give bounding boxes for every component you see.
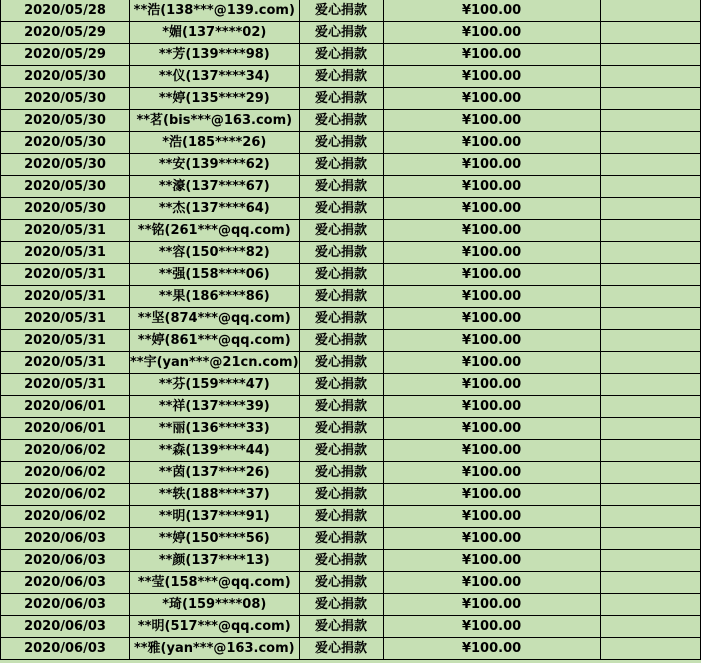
amount-cell[interactable]: ¥100.00 (383, 352, 600, 374)
purpose-cell[interactable]: 爱心捐款 (299, 44, 383, 66)
donor-cell[interactable]: **丽(136****33) (130, 418, 300, 440)
amount-cell[interactable]: ¥100.00 (383, 418, 600, 440)
amount-cell[interactable]: ¥100.00 (383, 462, 600, 484)
amount-cell[interactable]: ¥100.00 (383, 154, 600, 176)
amount-cell[interactable]: ¥100.00 (383, 286, 600, 308)
table-row (1, 484, 701, 506)
amount-cell[interactable]: ¥100.00 (383, 132, 600, 154)
purpose-cell[interactable]: 爱心捐款 (299, 638, 383, 660)
date-cell[interactable]: 2020/05/30 (1, 88, 130, 110)
purpose-cell[interactable]: 爱心捐款 (299, 132, 383, 154)
table-row (1, 594, 701, 616)
date-cell[interactable]: 2020/05/31 (1, 352, 130, 374)
donor-cell[interactable]: *媚(137****02) (130, 22, 300, 44)
purpose-cell[interactable]: 爱心捐款 (299, 66, 383, 88)
amount-cell[interactable]: ¥100.00 (383, 528, 600, 550)
purpose-cell[interactable]: 爱心捐款 (299, 506, 383, 528)
donor-cell[interactable]: **祥(137****39) (130, 396, 300, 418)
purpose-cell[interactable]: 爱心捐款 (299, 330, 383, 352)
date-cell[interactable]: 2020/05/31 (1, 264, 130, 286)
purpose-cell[interactable]: 爱心捐款 (299, 484, 383, 506)
empty-cell[interactable] (600, 308, 700, 330)
empty-cell[interactable] (600, 506, 700, 528)
table-row (1, 330, 701, 352)
purpose-cell[interactable]: 爱心捐款 (299, 176, 383, 198)
empty-cell[interactable] (600, 352, 700, 374)
table-row (1, 176, 701, 198)
donor-cell[interactable]: **明(137****91) (130, 506, 300, 528)
date-cell[interactable]: 2020/05/30 (1, 176, 130, 198)
amount-cell[interactable]: ¥100.00 (383, 0, 600, 22)
table-row (1, 66, 701, 88)
date-cell[interactable]: 2020/06/03 (1, 550, 130, 572)
amount-cell[interactable]: ¥100.00 (383, 264, 600, 286)
purpose-cell[interactable]: 爱心捐款 (299, 264, 383, 286)
donor-cell[interactable]: **明(517***@qq.com) (130, 616, 300, 638)
donor-cell[interactable]: **铭(261***@qq.com) (130, 220, 300, 242)
amount-cell[interactable]: ¥100.00 (383, 308, 600, 330)
date-cell[interactable]: 2020/06/03 (1, 572, 130, 594)
empty-cell[interactable] (600, 198, 700, 220)
table-row (1, 572, 701, 594)
donor-cell[interactable]: **轶(188****37) (130, 484, 300, 506)
empty-cell[interactable] (600, 220, 700, 242)
empty-cell[interactable] (600, 594, 700, 616)
purpose-cell[interactable]: 爱心捐款 (299, 440, 383, 462)
amount-cell[interactable]: ¥100.00 (383, 506, 600, 528)
donor-cell[interactable]: **芳(139****98) (130, 44, 300, 66)
table-row (1, 110, 701, 132)
date-cell[interactable]: 2020/06/02 (1, 484, 130, 506)
purpose-cell[interactable]: 爱心捐款 (299, 22, 383, 44)
table-row (1, 506, 701, 528)
empty-cell[interactable] (600, 22, 700, 44)
empty-cell[interactable] (600, 330, 700, 352)
date-cell[interactable]: 2020/05/30 (1, 154, 130, 176)
donor-cell[interactable]: **茵(137****26) (130, 462, 300, 484)
donor-cell[interactable]: **强(158****06) (130, 264, 300, 286)
date-cell[interactable]: 2020/06/02 (1, 506, 130, 528)
purpose-cell[interactable]: 爱心捐款 (299, 418, 383, 440)
table-row (1, 352, 701, 374)
donor-cell[interactable]: **雅(yan***@163.com) (130, 638, 300, 660)
amount-cell[interactable]: ¥100.00 (383, 176, 600, 198)
empty-cell[interactable] (600, 242, 700, 264)
donor-cell[interactable]: *琦(159****08) (130, 594, 300, 616)
donor-cell[interactable]: **芬(159****47) (130, 374, 300, 396)
amount-cell[interactable]: ¥100.00 (383, 616, 600, 638)
date-cell[interactable]: 2020/05/29 (1, 44, 130, 66)
donor-cell[interactable]: **仪(137****34) (130, 66, 300, 88)
donor-cell[interactable]: **果(186****86) (130, 286, 300, 308)
purpose-cell[interactable]: 爱心捐款 (299, 594, 383, 616)
date-cell[interactable]: 2020/05/28 (1, 0, 130, 22)
table-row (1, 396, 701, 418)
date-cell[interactable]: 2020/05/31 (1, 330, 130, 352)
donor-cell[interactable]: **森(139****44) (130, 440, 300, 462)
date-cell[interactable]: 2020/06/02 (1, 462, 130, 484)
date-cell[interactable]: 2020/06/03 (1, 616, 130, 638)
table-row (1, 374, 701, 396)
donor-cell[interactable]: **宇(yan***@21cn.com) (130, 352, 300, 374)
table-row (1, 616, 701, 638)
donor-cell[interactable]: **莹(158***@qq.com) (130, 572, 300, 594)
table-row (1, 462, 701, 484)
date-cell[interactable]: 2020/06/01 (1, 396, 130, 418)
donor-cell[interactable]: **杰(137****64) (130, 198, 300, 220)
donor-cell[interactable]: **颜(137****13) (130, 550, 300, 572)
empty-cell[interactable] (600, 550, 700, 572)
purpose-cell[interactable]: 爱心捐款 (299, 220, 383, 242)
purpose-cell[interactable]: 爱心捐款 (299, 528, 383, 550)
donor-cell[interactable]: **婷(135****29) (130, 88, 300, 110)
amount-cell[interactable]: ¥100.00 (383, 484, 600, 506)
date-cell[interactable]: 2020/05/31 (1, 220, 130, 242)
amount-cell[interactable]: ¥100.00 (383, 66, 600, 88)
date-cell[interactable]: 2020/06/02 (1, 440, 130, 462)
purpose-cell[interactable]: 爱心捐款 (299, 110, 383, 132)
donor-cell[interactable]: *浩(185****26) (130, 132, 300, 154)
amount-cell[interactable]: ¥100.00 (383, 110, 600, 132)
table-row (1, 132, 701, 154)
empty-cell[interactable] (600, 264, 700, 286)
empty-cell[interactable] (600, 484, 700, 506)
purpose-cell[interactable]: 爱心捐款 (299, 572, 383, 594)
amount-cell[interactable]: ¥100.00 (383, 572, 600, 594)
table-row (1, 286, 701, 308)
purpose-cell[interactable]: 爱心捐款 (299, 242, 383, 264)
purpose-cell[interactable]: 爱心捐款 (299, 462, 383, 484)
donor-cell[interactable]: **浩(138***@139.com) (130, 0, 300, 22)
donor-cell[interactable]: **坚(874***@qq.com) (130, 308, 300, 330)
table-body (1, 0, 701, 660)
purpose-cell[interactable]: 爱心捐款 (299, 88, 383, 110)
empty-cell[interactable] (600, 132, 700, 154)
amount-cell[interactable]: ¥100.00 (383, 242, 600, 264)
date-cell[interactable]: 2020/06/03 (1, 638, 130, 660)
donor-cell[interactable]: **婷(861***@qq.com) (130, 330, 300, 352)
purpose-cell[interactable]: 爱心捐款 (299, 374, 383, 396)
table-row (1, 264, 701, 286)
purpose-cell[interactable]: 爱心捐款 (299, 352, 383, 374)
amount-cell[interactable]: ¥100.00 (383, 220, 600, 242)
table-row (1, 44, 701, 66)
empty-cell[interactable] (600, 462, 700, 484)
table-row (1, 220, 701, 242)
table-row (1, 440, 701, 462)
table-row (1, 154, 701, 176)
empty-cell[interactable] (600, 176, 700, 198)
empty-cell[interactable] (600, 572, 700, 594)
date-cell[interactable]: 2020/05/30 (1, 110, 130, 132)
empty-cell[interactable] (600, 0, 700, 22)
empty-cell[interactable] (600, 616, 700, 638)
purpose-cell[interactable]: 爱心捐款 (299, 550, 383, 572)
amount-cell[interactable]: ¥100.00 (383, 330, 600, 352)
table-row (1, 308, 701, 330)
purpose-cell[interactable]: 爱心捐款 (299, 308, 383, 330)
table-row (1, 550, 701, 572)
table-row (1, 638, 701, 660)
purpose-cell[interactable]: 爱心捐款 (299, 198, 383, 220)
amount-cell[interactable]: ¥100.00 (383, 374, 600, 396)
table-row (1, 528, 701, 550)
donor-cell[interactable]: **茗(bis***@163.com) (130, 110, 300, 132)
date-cell[interactable]: 2020/06/01 (1, 418, 130, 440)
date-cell[interactable]: 2020/05/30 (1, 66, 130, 88)
donor-cell[interactable]: **安(139****62) (130, 154, 300, 176)
empty-cell[interactable] (600, 374, 700, 396)
amount-cell[interactable]: ¥100.00 (383, 198, 600, 220)
empty-cell[interactable] (600, 638, 700, 660)
date-cell[interactable]: 2020/05/30 (1, 198, 130, 220)
amount-cell[interactable]: ¥100.00 (383, 594, 600, 616)
amount-cell[interactable]: ¥100.00 (383, 88, 600, 110)
purpose-cell[interactable]: 爱心捐款 (299, 154, 383, 176)
date-cell[interactable]: 2020/05/29 (1, 22, 130, 44)
donor-cell[interactable]: **容(150****82) (130, 242, 300, 264)
table-row (1, 198, 701, 220)
amount-cell[interactable]: ¥100.00 (383, 44, 600, 66)
date-cell[interactable]: 2020/05/31 (1, 374, 130, 396)
amount-cell[interactable]: ¥100.00 (383, 550, 600, 572)
empty-cell[interactable] (600, 528, 700, 550)
empty-cell[interactable] (600, 440, 700, 462)
date-cell[interactable]: 2020/05/31 (1, 286, 130, 308)
purpose-cell[interactable]: 爱心捐款 (299, 286, 383, 308)
table-row (1, 0, 701, 22)
table-row (1, 418, 701, 440)
empty-cell[interactable] (600, 396, 700, 418)
purpose-cell[interactable]: 爱心捐款 (299, 0, 383, 22)
empty-cell[interactable] (600, 66, 700, 88)
purpose-cell[interactable]: 爱心捐款 (299, 396, 383, 418)
empty-cell[interactable] (600, 110, 700, 132)
empty-cell[interactable] (600, 44, 700, 66)
table-row (1, 242, 701, 264)
empty-cell[interactable] (600, 88, 700, 110)
empty-cell[interactable] (600, 286, 700, 308)
donor-cell[interactable]: **婷(150****56) (130, 528, 300, 550)
amount-cell[interactable]: ¥100.00 (383, 22, 600, 44)
amount-cell[interactable]: ¥100.00 (383, 440, 600, 462)
empty-cell[interactable] (600, 154, 700, 176)
date-cell[interactable]: 2020/05/30 (1, 132, 130, 154)
purpose-cell[interactable]: 爱心捐款 (299, 616, 383, 638)
date-cell[interactable]: 2020/05/31 (1, 242, 130, 264)
table-row (1, 22, 701, 44)
donor-cell[interactable]: **濠(137****67) (130, 176, 300, 198)
empty-cell[interactable] (600, 418, 700, 440)
amount-cell[interactable]: ¥100.00 (383, 396, 600, 418)
table-row (1, 88, 701, 110)
date-cell[interactable]: 2020/06/03 (1, 528, 130, 550)
amount-cell[interactable]: ¥100.00 (383, 638, 600, 660)
date-cell[interactable]: 2020/05/31 (1, 308, 130, 330)
date-cell[interactable]: 2020/06/03 (1, 594, 130, 616)
